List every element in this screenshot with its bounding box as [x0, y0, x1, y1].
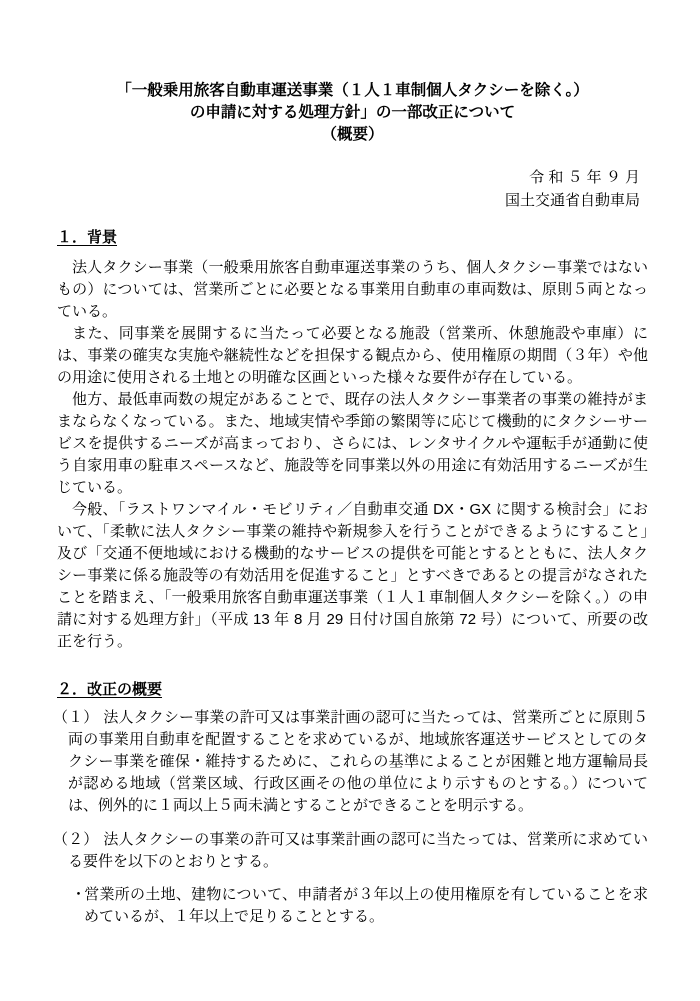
- background-paragraph-4: 今般、「ラストワンマイル・モビリティ／自動車交通 DX・GX に関する検討会」において、「柔軟に法人タクシー事業の維持や新規参入を行うことができるようにすること」及び「交通不便地域における機動的なサービスの提供を可能とするとともに、法人タクシー事業に係る施設等の有効活用を促進すること」とすべきであるとの提言がなされたことを踏まえ、「一般乗用旅客自動車運送事業（１人１車制個人タクシーを除く。）の申請に対する処理方針」（平成 13 年 8 月 29 日付け国自旅第 72 号）について、所要の改正を行う。: [57, 501, 648, 650]
- title-line-1: 「一般乗用旅客自動車運送事業（１人１車制個人タクシーを除く。）: [116, 82, 589, 99]
- background-section-heading: １．背景: [57, 229, 118, 246]
- item-2-text: 法人タクシーの事業の許可又は事業計画の認可に当たっては、営業所に求めている要件を以下のとおりとする。: [68, 831, 648, 870]
- overview-section: [53, 679, 648, 928]
- overview-item-2: [53, 829, 648, 873]
- item-1-text: 法人タクシー事業の許可又は事業計画の認可に当たっては、営業所ごとに原則５両の事業用自動車を配置することを求めているが、地域旅客運送サービスとしてのタクシー事業を確保・維持するために、これらの基準によることが困難と地方運輸局長が認める地域（営業区域、行政区画その他の単位により示すものとする。）については、例外的に１両以上５両未満とすることができることを明示する。: [68, 709, 648, 814]
- background-paragraphs: [57, 257, 648, 653]
- overview-section-heading: ２．改正の概要: [57, 681, 163, 698]
- organization-text: 国土交通省自動車局: [504, 192, 640, 209]
- background-paragraph-2: また、同事業を展開するに当たって必要となる施設（営業所、休憩施設や車庫）には、事業の確実な実施や継続性などを担保する観点から、使用権原の期間（３年）や他の用途に使用される土地との明確な区画といった様々な要件が存在している。: [57, 325, 648, 386]
- bullet-text: 営業所の土地、建物について、申請者が３年以上の使用権原を有していることを求めているが、１年以上で足りることとする。: [84, 886, 648, 925]
- document-title: [57, 80, 648, 146]
- background-paragraph-1: 法人タクシー事業（一般乗用旅客自動車運送事業のうち、個人タクシー事業ではないもの）については、営業所ごとに必要となる事業用自動車の車両数は、原則５両となっている。: [57, 259, 648, 320]
- item-1-marker: （１）: [53, 709, 99, 726]
- overview-item-2-bullet: [57, 884, 648, 928]
- bullet-marker: ・: [71, 886, 87, 903]
- document-meta: [57, 166, 648, 212]
- background-section: [57, 227, 648, 653]
- overview-item-1: [53, 707, 648, 817]
- title-line-3: （概要）: [321, 126, 384, 143]
- date-text: 令 和 ５ 年 ９ 月: [529, 169, 640, 186]
- background-paragraph-3: 他方、最低車両数の規定があることで、既存の法人タクシー事業者の事業の維持がままならなくなっている。また、地域実情や季節の繁閑等に応じて機動的にタクシーサービスを提供するニーズが高まっており、さらには、レンタサイクルや運転手が通勤に使う自家用車の駐車スペースなど、施設等を同事業以外の用途に有効活用するニーズが生じている。: [57, 391, 648, 496]
- item-2-marker: （２）: [53, 831, 99, 848]
- title-line-2: の申請に対する処理方針」の一部改正について: [189, 104, 516, 121]
